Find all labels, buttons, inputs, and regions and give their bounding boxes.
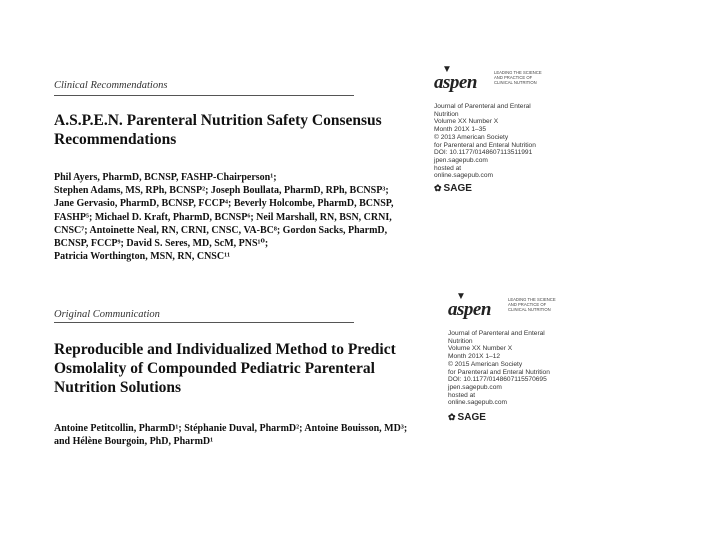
paper1-publisher: SAGE	[443, 183, 472, 194]
paper1-logo-tagline: LEADING THE SCIENCE AND PRACTICE OF CLINICAL NUTRITION	[494, 70, 542, 85]
paper1-journal-line: hosted at	[434, 164, 462, 172]
paper2-publisher: SAGE	[457, 412, 486, 423]
paper2-journal-line: for Parenteral and Enteral Nutrition	[448, 368, 550, 376]
paper1-section-rule	[54, 95, 354, 96]
aspen-flame-icon: ▼	[442, 64, 452, 75]
paper1-author-line: FASHP⁵; Michael D. Kraft, PharmD, BCNSP⁶; Neil Marshall, RN, BSN, CRNI,	[54, 211, 392, 223]
paper2-logo-word: aspen	[448, 299, 491, 320]
paper1-journal-line: jpen.sagepub.com	[434, 156, 488, 164]
paper1-sage-logo	[434, 183, 472, 194]
paper1-journal-line: Volume XX Number X	[434, 118, 499, 126]
paper2-title	[54, 340, 424, 397]
paper2-journal-line: online.sagepub.com	[448, 399, 508, 407]
paper2-journal-line: hosted at	[448, 391, 476, 399]
paper1-title-line: A.S.P.E.N. Parenteral Nutrition Safety Consensus	[54, 112, 382, 129]
paper1-section-label: Clinical Recommendations	[54, 80, 168, 91]
paper1-author-line: Phil Ayers, PharmD, BCNSP, FASHP-Chairperson¹;	[54, 172, 277, 183]
paper1-author-line: Stephen Adams, MS, RPh, BCNSP²; Joseph Boullata, PharmD, RPh, BCNSP³;	[54, 185, 389, 197]
sage-swirl-icon: ✿	[448, 412, 456, 422]
paper2-aspen-logo	[442, 291, 562, 333]
paper2-section-rule	[54, 322, 354, 323]
paper1-journal-line: for Parenteral and Enteral Nutrition	[434, 141, 536, 149]
paper2-journal-line: Journal of Parenteral and Enteral	[448, 330, 545, 337]
aspen-flame-icon: ▼	[456, 291, 466, 302]
sage-swirl-icon: ✿	[434, 183, 442, 193]
paper1-author-line: Jane Gervasio, PharmD, BCNSP, FCCP⁴; Beverly Holcombe, PharmD, BCNSP,	[54, 198, 394, 210]
paper1-journal-line: DOI: 10.1177/0148607113511991	[434, 149, 533, 157]
paper2-journal-line: © 2015 American Society	[448, 360, 523, 368]
paper2-section-label: Original Communication	[54, 309, 160, 320]
paper2-sage-logo	[448, 412, 486, 423]
paper2-journal-line: Month 201X 1–12	[448, 353, 501, 361]
paper1-journal-line: © 2013 American Society	[434, 133, 509, 141]
paper2-journal-line: Volume XX Number X	[448, 345, 513, 353]
paper1-author-line: Patricia Worthington, MSN, RN, CNSC¹¹	[54, 251, 231, 263]
paper2-journal-line: Nutrition	[448, 337, 473, 345]
paper1-title	[54, 111, 414, 149]
paper1-journal-line: Journal of Parenteral and Enteral	[434, 103, 531, 110]
paper2-journal-info	[448, 330, 598, 407]
paper2-title-line: Nutrition Solutions	[54, 379, 182, 396]
paper2-journal-line: jpen.sagepub.com	[448, 383, 502, 391]
paper2-logo-tagline: LEADING THE SCIENCE AND PRACTICE OF CLINICAL NUTRITION	[508, 297, 556, 312]
paper1-journal-line: Month 201X 1–35	[434, 126, 487, 134]
paper2-author-line: Antoine Petitcollin, PharmD¹; Stéphanie Duval, PharmD²; Antoine Bouisson, MD³;	[54, 423, 408, 434]
paper1-authors	[54, 171, 434, 263]
paper1-journal-line: online.sagepub.com	[434, 172, 494, 180]
paper1-aspen-logo	[428, 64, 548, 106]
paper1-author-line: BCNSP, FCCP⁹; David S. Seres, MD, ScM, PNS¹⁰;	[54, 238, 269, 250]
paper1-journal-info	[434, 103, 584, 180]
paper2-journal-line: DOI: 10.1177/0148607115570695	[448, 376, 547, 384]
paper1-journal-line: Nutrition	[434, 110, 459, 118]
paper2-author-line: and Hélène Bourgoin, PhD, PharmD¹	[54, 436, 214, 448]
paper2-title-line: Reproducible and Individualized Method to Predict	[54, 341, 396, 358]
paper1-author-line: CNSC⁷; Antoinette Neal, RN, CRNI, CNSC, VA-BC⁸; Gordon Sacks, PharmD,	[54, 224, 388, 236]
paper1-title-line: Recommendations	[54, 131, 177, 148]
paper2-authors	[54, 422, 444, 448]
paper1-logo-word: aspen	[434, 72, 477, 93]
paper2-title-line: Osmolality of Compounded Pediatric Parenteral	[54, 360, 375, 377]
